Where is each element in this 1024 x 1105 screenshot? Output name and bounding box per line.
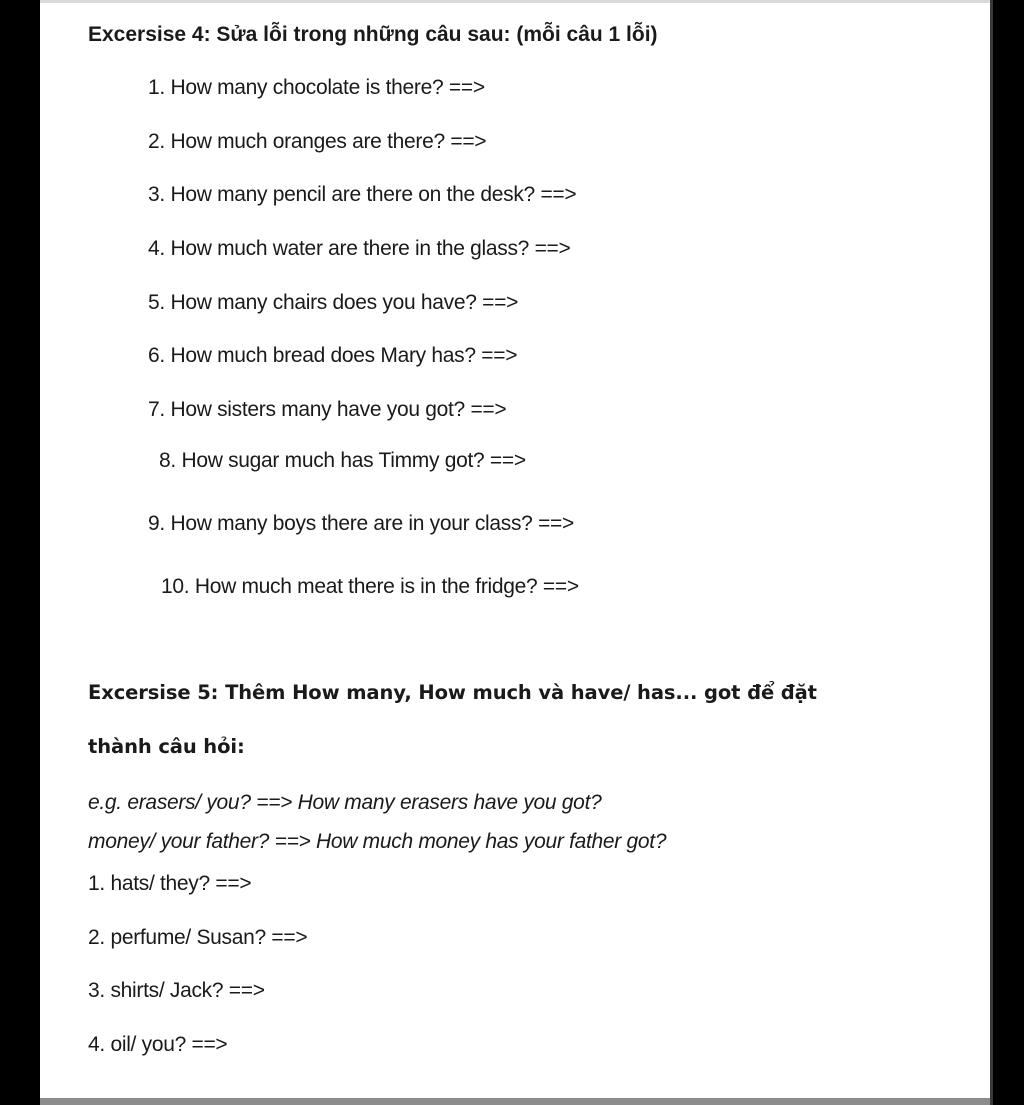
exercise-4-item-6: 6. How much bread does Mary has? ==> — [148, 344, 518, 367]
exercise-4-item-5: 5. How many chairs does you have? ==> — [148, 291, 519, 314]
exercise-5-item-3: 3. shirts/ Jack? ==> — [88, 979, 265, 1002]
exercise-5-item-2: 2. perfume/ Susan? ==> — [88, 926, 308, 949]
exercise-4-item-10: 10. How much meat there is in the fridge? ==> — [161, 575, 579, 598]
exercise-4-item-3: 3. How many pencil are there on the desk? ==> — [148, 183, 577, 206]
exercise-4-heading: Excersise 4: Sửa lỗi trong những câu sau: (mỗi câu 1 lỗi) — [88, 23, 658, 46]
exercise-5-item-1: 1. hats/ they? ==> — [88, 872, 252, 895]
exercise-5-heading: Excersise 5: Thêm How many, How much và have/ has... got để đặt — [88, 681, 817, 704]
exercise-4-item-2: 2. How much oranges are there? ==> — [148, 130, 487, 153]
page-bottom-edge — [40, 1098, 990, 1105]
exercise-4-item-9: 9. How many boys there are in your class? ==> — [148, 512, 574, 535]
page-right-shadow — [990, 0, 993, 1105]
exercise-4-item-8: 8. How sugar much has Timmy got? ==> — [159, 449, 526, 472]
exercise-4-item-4: 4. How much water are there in the glass? ==> — [148, 237, 571, 260]
exercise-5-example-1: e.g. erasers/ you? ==> How many erasers have you got? — [88, 791, 602, 814]
exercise-5-example-2: money/ your father? ==> How much money has your father got? — [88, 830, 667, 853]
exercise-4-item-7: 7. How sisters many have you got? ==> — [148, 398, 507, 421]
exercise-4-item-1: 1. How many chocolate is there? ==> — [148, 76, 485, 99]
exercise-5-heading-continued: thành câu hỏi: — [88, 735, 245, 758]
exercise-5-item-4: 4. oil/ you? ==> — [88, 1033, 228, 1056]
page-top-edge — [40, 0, 990, 3]
